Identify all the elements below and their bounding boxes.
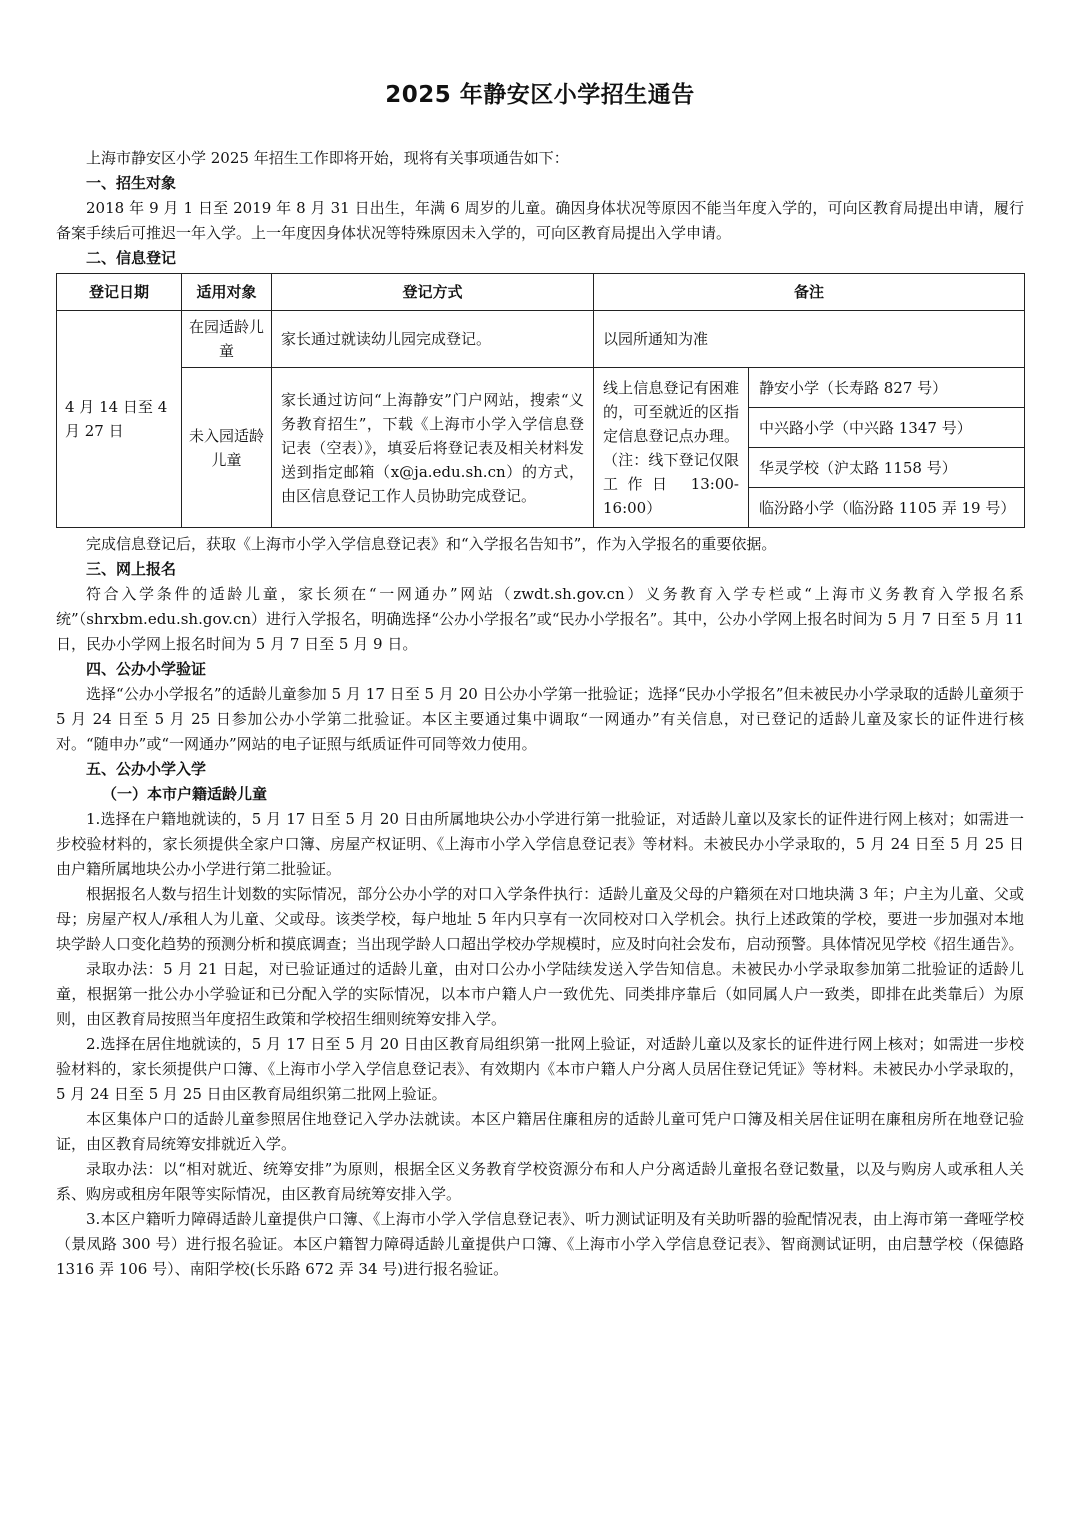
target-cell-kindergarten: 在园适龄儿童 [182,311,272,368]
method-cell-kindergarten: 家长通过就读幼儿园完成登记。 [272,311,594,368]
online-application-paragraph: 符合入学条件的适龄儿童，家长须在“一网通办”网站（zwdt.sh.gov.cn）义务教育入学专栏或“上海市义务教育入学报名系统”（shrxbm.edu.sh.gov.cn）进行入学报名，明确选择“公办小学报名”或“民办小学报名”。其中，公办小学网上报名时间为 5 月 7 日至 5 月 11 日，民办小学网上报名时间为 5 月 7 日至 5 月 9 日。 [56,585,1024,653]
section-heading-online-application: 三、网上报名 [86,560,177,578]
registration-point-school: 临汾路小学（临汾路 1105 弄 19 号） [749,488,1025,528]
section-heading-public-school-admission: 五、公办小学入学 [86,760,207,778]
table-row [57,311,1025,368]
registration-date-cell: 4 月 14 日至 4 月 27 日 [57,311,182,528]
verification-paragraph: 选择“公办小学报名”的适龄儿童参加 5 月 17 日至 5 月 20 日公办小学第一批验证；选择“民办小学报名”但未被民办小学录取的适龄儿童须于 5 月 24 日至 5 月 25 日参加公办小学第二批验证。本区主要通过集中调取“一网通办”有关信息，对已登记的适龄儿童及家长的证件进行核对。“随申办”或“一网通办”网站的电子证照与纸质证件可同等效力使用。 [56,685,1024,753]
target-cell-non-kindergarten: 未入园适龄儿童 [182,368,272,528]
page-title: 2025 年静安区小学招生通告 [385,82,695,108]
section-heading-public-school-verification: 四、公办小学验证 [86,660,207,678]
table-header-row [57,274,1025,311]
header-cell-target: 适用对象 [182,274,272,311]
admission-paragraph: 录取办法：以“相对就近、统筹安排”为原则，根据全区义务教育学校资源分布和人户分离适龄儿童报名登记数量，以及与购房人或承租人关系、购房或租房年限等实际情况，由区教育局统筹安排入学。 [56,1160,1024,1203]
header-cell-note: 备注 [594,274,1025,311]
intro-paragraph: 上海市静安区小学 2025 年招生工作即将开始，现将有关事项通告如下： [86,149,569,167]
header-cell-date: 登记日期 [57,274,182,311]
admission-paragraph: 本区集体户口的适龄儿童参照居住地登记入学办法就读。本区户籍居住廉租房的适龄儿童可凭户口簿及相关居住证明在廉租房所在地登记验证，由区教育局统筹安排就近入学。 [56,1110,1024,1153]
enrollment-target-paragraph: 2018 年 9 月 1 日至 2019 年 8 月 31 日出生，年满 6 周岁的儿童。确因身体状况等原因不能当年度入学的，可向区教育局提出申请，履行备案手续后可推迟一年入学。上一年度因身体状况等特殊原因未入学的，可向区教育局提出入学申请。 [56,199,1024,242]
method-cell-non-kindergarten: 家长通过访问“上海静安”门户网站，搜索“义务教育招生”，下载《上海市小学入学信息登记表（空表）》，填妥后将登记表及相关材料发送到指定邮箱（x@ja.edu.sh.cn）的方式，由区信息登记工作人员协助完成登记。 [272,368,594,528]
notice-body [56,146,1024,1282]
admission-paragraph: 根据报名人数与招生计划数的实际情况，部分公办小学的对口入学条件执行：适龄儿童及父母的户籍须在对口地块满 3 年；户主为儿童、父或母；房屋产权人/承租人为儿童、父或母。该类学校，每户地址 5 年内只享有一次同校对口入学机会。执行上述政策的学校，要进一步加强对本地块学龄人口变化趋势的预测分析和摸底调查；当出现学龄人口超出学校办学规模时，应及时向社会发布，启动预警。具体情况见学校《招生通告》。 [56,885,1024,953]
registration-point-school: 中兴路小学（中兴路 1347 号） [749,408,1025,448]
admission-paragraph: 1.选择在户籍地就读的，5 月 17 日至 5 月 20 日由所属地块公办小学进行第一批验证，对适龄儿童以及家长的证件进行网上核对；如需进一步校验材料的，家长须提供全家户口簿、房屋产权证明、《上海市小学入学信息登记表》等材料。未被民办小学录取的，5 月 24 日至 5 月 25 日由户籍所属地块公办小学进行第二批验证。 [56,810,1024,878]
registration-followup-paragraph: 完成信息登记后，获取《上海市小学入学信息登记表》和“入学报名告知书”，作为入学报名的重要依据。 [86,535,777,553]
admission-paragraph: 录取办法：5 月 21 日起，对已验证通过的适龄儿童，由对口公办小学陆续发送入学告知信息。未被民办小学录取参加第二批验证的适龄儿童，根据第一批公办小学验证和已分配入学的实际情况，以本市户籍人户一致优先、同类排序靠后（如同属人户一致类，即排在此类靠后）为原则，由区教育局按照当年度招生政策和学校招生细则统筹安排入学。 [56,960,1024,1028]
section-heading-registration: 二、信息登记 [86,249,177,267]
registration-table [56,273,1025,528]
table-row [57,368,1025,408]
note-cell-non-kindergarten: 线上信息登记有困难的，可至就近的区指定信息登记点办理。（注：线下登记仅限工作日 13:00-16:00） [594,368,749,528]
admission-paragraph: 2.选择在居住地就读的，5 月 17 日至 5 月 20 日由区教育局组织第一批网上验证，对适龄儿童以及家长的证件进行网上核对；如需进一步校验材料的，家长须提供户口簿、《上海市小学入学信息登记表》、有效期内《本市户籍人户分离人员居住登记凭证》等材料。未被民办小学录取的，5 月 24 日至 5 月 25 日由区教育局组织第二批网上验证。 [56,1035,1024,1103]
admission-paragraph: 3.本区户籍听力障碍适龄儿童提供户口簿、《上海市小学入学信息登记表》、听力测试证明及有关助听器的验配情况表，由上海市第一聋哑学校（景凤路 300 号）进行报名验证。本区户籍智力障碍适龄儿童提供户口簿、《上海市小学入学信息登记表》、智商测试证明，由启慧学校（保德路 1316 弄 106 号）、南阳学校(长乐路 672 弄 34 号)进行报名验证。 [56,1210,1024,1278]
registration-point-school: 静安小学（长寿路 827 号） [749,368,1025,408]
section-heading-enrollment-target: 一、招生对象 [86,174,177,192]
subheading-local-hukou-children: （一）本市户籍适龄儿童 [102,785,268,803]
registration-point-school: 华灵学校（沪太路 1158 号） [749,448,1025,488]
note-cell-kindergarten: 以园所通知为准 [594,311,1025,368]
header-cell-method: 登记方式 [272,274,594,311]
